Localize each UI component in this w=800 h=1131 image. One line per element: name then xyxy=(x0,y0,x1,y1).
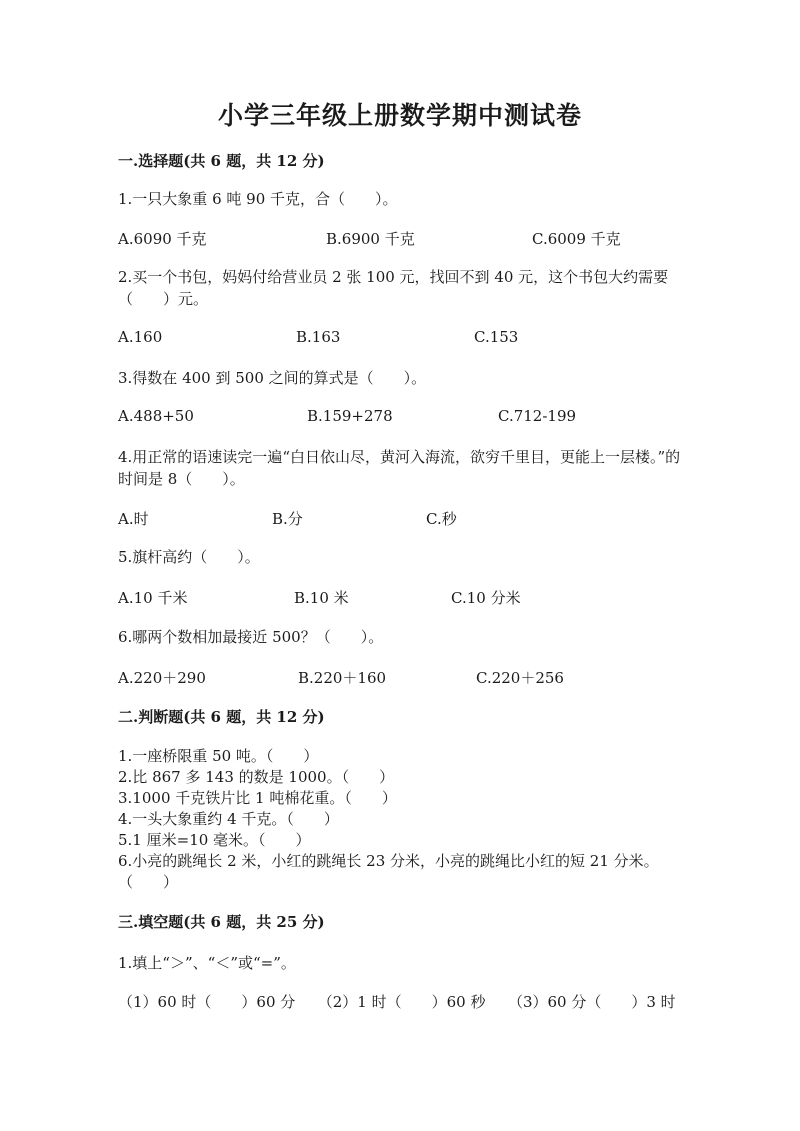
option-c: C.220＋256 xyxy=(476,669,564,687)
question-text: 4.用正常的语速读完一遍“白日依山尽，黄河入海流，欲穷千里目，更能上一层楼。”的时间是 8（ ）。 xyxy=(118,448,681,488)
option-b: B.6900 千克 xyxy=(326,230,415,248)
option-c: C.10 分米 xyxy=(451,589,521,607)
option-a: A.220＋290 xyxy=(118,669,206,687)
option-a: A.160 xyxy=(118,328,163,346)
question-text: 5.旗杆高约（ ）。 xyxy=(118,548,260,566)
option-c: C.6009 千克 xyxy=(532,230,621,248)
option-b: B.10 米 xyxy=(294,589,349,607)
option-b: B.220＋160 xyxy=(298,669,387,687)
option-c: C.秒 xyxy=(426,510,457,528)
judgment-item: 4.一头大象重约 4 千克。（ ） xyxy=(118,810,339,828)
option-a: A.488+50 xyxy=(118,407,194,425)
page-title: 小学三年级上册数学期中测试卷 xyxy=(217,101,582,130)
question-text: 1.一只大象重 6 吨 90 千克，合（ ）。 xyxy=(118,190,398,208)
question-text: 1.填上“＞”、“＜”或“=”。 xyxy=(118,954,296,972)
option-c: C.153 xyxy=(474,328,519,346)
option-b: B.分 xyxy=(272,510,303,528)
judgment-item: 5.1 厘米=10 毫米。（ ） xyxy=(118,831,311,849)
option-b: B.159+278 xyxy=(307,407,393,425)
judgment-item: 6.小亮的跳绳长 2 米，小红的跳绳长 23 分米，小亮的跳绳比小红的短 21 分米。（ ） xyxy=(118,852,659,891)
option-b: B.163 xyxy=(296,328,341,346)
judgment-item: 2.比 867 多 143 的数是 1000。（ ） xyxy=(118,768,395,786)
section-heading-choice: 一.选择题(共 6 题，共 12 分) xyxy=(118,152,325,170)
question-text: 2.买一个书包，妈妈付给营业员 2 张 100 元，找回不到 40 元，这个书包大约需要（ ）元。 xyxy=(118,268,669,308)
judgment-item: 3.1000 千克铁片比 1 吨棉花重。（ ） xyxy=(118,789,397,807)
question-text: 6.哪两个数相加最接近 500？（ ）。 xyxy=(118,628,384,646)
judgment-item: 1.一座桥限重 50 吨。（ ） xyxy=(118,747,319,765)
fill-parts: （1）60 时（ ）60 分 （2）1 时（ ）60 秒 （3）60 分（ ）3 时 xyxy=(118,993,676,1011)
section-heading-fill: 三.填空题(共 6 题，共 25 分) xyxy=(118,913,325,931)
option-c: C.712-199 xyxy=(498,407,577,425)
section-heading-judgment: 二.判断题(共 6 题，共 12 分) xyxy=(118,708,325,726)
question-text: 3.得数在 400 到 500 之间的算式是（ ）。 xyxy=(118,369,427,387)
option-a: A.6090 千克 xyxy=(118,230,207,248)
option-a: A.时 xyxy=(118,510,149,528)
option-a: A.10 千米 xyxy=(118,589,188,607)
